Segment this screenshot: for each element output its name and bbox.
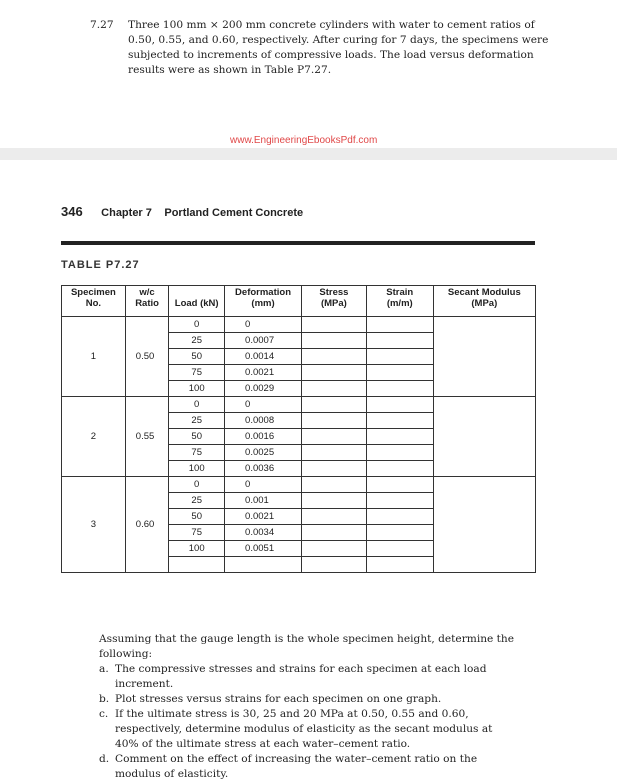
col-header-deformation: Deformation (mm) xyxy=(225,286,302,317)
col-header-secant: Secant Modulus (MPa) xyxy=(433,286,535,317)
problem-text xyxy=(128,18,570,78)
strain-cell xyxy=(366,365,433,381)
strain-cell xyxy=(366,477,433,493)
deformation-cell: 0.0029 xyxy=(225,381,302,397)
stress-cell xyxy=(302,525,367,541)
strain-cell xyxy=(366,557,433,573)
load-cell: 50 xyxy=(169,349,225,365)
deformation-cell: 0.0036 xyxy=(225,461,302,477)
chapter-label: Chapter 7 xyxy=(101,207,152,219)
deformation-cell: 0.0051 xyxy=(225,541,302,557)
wc-ratio: 0.50 xyxy=(125,317,169,397)
previous-page xyxy=(0,0,617,150)
running-header xyxy=(61,203,303,221)
load-cell: 0 xyxy=(169,397,225,413)
stress-cell xyxy=(302,365,367,381)
secant-modulus-cell xyxy=(433,317,535,397)
page-separator xyxy=(0,148,617,160)
secant-modulus-cell xyxy=(433,477,535,573)
page-number: 346 xyxy=(61,204,83,219)
chapter-title: Portland Cement Concrete xyxy=(164,207,304,219)
deformation-cell: 0.0016 xyxy=(225,429,302,445)
stress-cell xyxy=(302,461,367,477)
problem-line: Three 100 mm × 200 mm concrete cylinders with water to cement ratios of xyxy=(128,19,535,31)
item-label: b. xyxy=(99,693,110,705)
specimen-no: 3 xyxy=(62,477,126,573)
load-cell: 0 xyxy=(169,477,225,493)
deformation-cell: 0.0021 xyxy=(225,509,302,525)
strain-cell xyxy=(366,349,433,365)
load-cell: 100 xyxy=(169,461,225,477)
question-item: b. Plot stresses versus strains for each specimen on one graph. xyxy=(99,693,442,705)
deformation-cell: 0.001 xyxy=(225,493,302,509)
strain-cell xyxy=(366,429,433,445)
load-cell: 25 xyxy=(169,493,225,509)
stress-cell xyxy=(302,477,367,493)
data-table xyxy=(61,285,536,573)
problem-line: 0.50, 0.55, and 0.60, respectively. After curing for 7 days, the specimens were xyxy=(128,34,549,46)
item-label: a. xyxy=(99,663,109,675)
load-cell: 50 xyxy=(169,509,225,525)
stress-cell xyxy=(302,413,367,429)
load-cell: 25 xyxy=(169,333,225,349)
load-cell: 0 xyxy=(169,317,225,333)
deformation-cell: 0.0025 xyxy=(225,445,302,461)
question-item: a. The compressive stresses and strains for each specimen at each load increment. xyxy=(99,663,487,690)
strain-cell xyxy=(366,413,433,429)
stress-cell xyxy=(302,333,367,349)
item-label: c. xyxy=(99,708,109,720)
table-row xyxy=(62,317,536,333)
strain-cell xyxy=(366,509,433,525)
stress-cell xyxy=(302,557,367,573)
stress-cell xyxy=(302,397,367,413)
load-cell: 50 xyxy=(169,429,225,445)
load-cell: 75 xyxy=(169,365,225,381)
strain-cell xyxy=(366,381,433,397)
deformation-cell: 0 xyxy=(225,397,302,413)
deformation-cell: 0.0014 xyxy=(225,349,302,365)
load-cell xyxy=(169,557,225,573)
strain-cell xyxy=(366,397,433,413)
strain-cell xyxy=(366,333,433,349)
table-header-row xyxy=(62,286,536,317)
strain-cell xyxy=(366,525,433,541)
problem-line: subjected to increments of compressive loads. The load versus deformation xyxy=(128,49,534,61)
wc-ratio: 0.55 xyxy=(125,397,169,477)
stress-cell xyxy=(302,541,367,557)
strain-cell xyxy=(366,541,433,557)
header-rule xyxy=(61,241,535,245)
problem-number: 7.27 xyxy=(90,19,114,31)
stress-cell xyxy=(302,381,367,397)
col-header-specimen: Specimen No. xyxy=(62,286,126,317)
wc-ratio: 0.60 xyxy=(125,477,169,573)
deformation-cell: 0.0021 xyxy=(225,365,302,381)
col-header-stress: Stress (MPa) xyxy=(302,286,367,317)
stress-cell xyxy=(302,445,367,461)
specimen-no: 1 xyxy=(62,317,126,397)
load-cell: 100 xyxy=(169,541,225,557)
deformation-cell: 0 xyxy=(225,477,302,493)
stress-cell xyxy=(302,493,367,509)
deformation-cell: 0.0034 xyxy=(225,525,302,541)
table-caption: TABLE P7.27 xyxy=(61,259,140,271)
stress-cell xyxy=(302,349,367,365)
question-intro: Assuming that the gauge length is the whole specimen height, determine the following: xyxy=(99,633,515,660)
table-row xyxy=(62,397,536,413)
load-cell: 75 xyxy=(169,525,225,541)
deformation-cell: 0.0008 xyxy=(225,413,302,429)
col-header-strain: Strain (m/m) xyxy=(366,286,433,317)
load-cell: 75 xyxy=(169,445,225,461)
strain-cell xyxy=(366,317,433,333)
question-item: d. Comment on the effect of increasing the water–cement ratio on the modulus of elasticity. xyxy=(99,753,478,780)
problem-line: results were as shown in Table P7.27. xyxy=(128,64,332,76)
item-label: d. xyxy=(99,753,110,765)
strain-cell xyxy=(366,445,433,461)
stress-cell xyxy=(302,509,367,525)
col-header-load: Load (kN) xyxy=(169,286,225,317)
load-cell: 25 xyxy=(169,413,225,429)
problem-statement xyxy=(90,18,570,78)
question-list xyxy=(99,632,549,782)
deformation-cell: 0 xyxy=(225,317,302,333)
stress-cell xyxy=(302,317,367,333)
stress-cell xyxy=(302,429,367,445)
watermark-link[interactable]: www.EngineeringEbooksPdf.com xyxy=(230,135,378,146)
specimen-no: 2 xyxy=(62,397,126,477)
strain-cell xyxy=(366,493,433,509)
secant-modulus-cell xyxy=(433,397,535,477)
question-item: c. If the ultimate stress is 30, 25 and 20 MPa at 0.50, 0.55 and 0.60, respectively, determine modulus of elasticity as the secant modulus at 40% of the ultimate stress at each water–cement ratio. xyxy=(99,708,493,750)
deformation-cell: 0.0007 xyxy=(225,333,302,349)
strain-cell xyxy=(366,461,433,477)
load-cell: 100 xyxy=(169,381,225,397)
deformation-cell xyxy=(225,557,302,573)
table-row xyxy=(62,477,536,493)
col-header-ratio: w/c Ratio xyxy=(125,286,169,317)
